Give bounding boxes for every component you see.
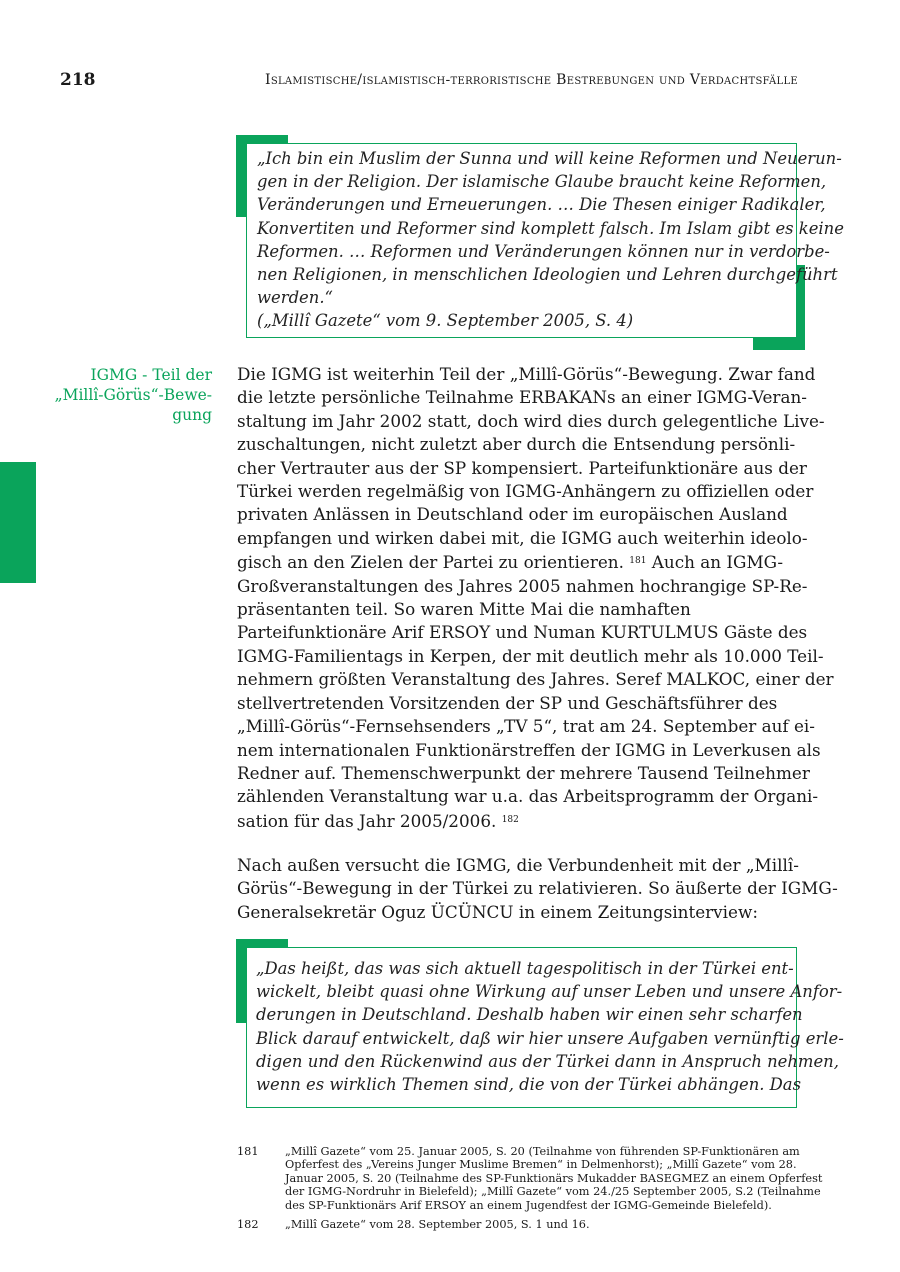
footnote-number: 181 (237, 1145, 259, 1158)
text-line: Großveranstaltungen des Jahres 2005 nahmen hochrangige SP-Re- (237, 575, 808, 596)
text-line: „Millî-Görüs“-Fernsehsenders „TV 5“, trat am 24. September auf ei- (237, 716, 815, 737)
text-line: stellvertretenden Vorsitzenden der SP und Geschäftsführer des (237, 692, 778, 713)
text-line: zuschaltungen, nicht zuletzt aber durch die Entsendung persönli- (237, 434, 796, 455)
footnote-181 (237, 1145, 823, 1212)
footnotes (237, 1145, 823, 1237)
footnote-reference-182[interactable]: 182 (501, 814, 519, 825)
quote-line: wickelt, bleibt quasi ohne Wirkung auf unser Leben und unsere Anfor- (256, 982, 843, 1002)
body-paragraph-1 (237, 363, 834, 833)
text-line: zählenden Veranstaltung war u.a. das Arbeitsprogramm der Organi- (237, 786, 819, 807)
margin-heading-line: „Millî-Görüs“-Bewe- (54, 386, 212, 404)
quote-line: gen in der Religion. Der islamische Glaube braucht keine Reformen, (257, 172, 827, 192)
quote-citation: („Millî Gazete“ vom 9. September 2005, S. 4) (257, 311, 634, 331)
text-line: IGMG-Familientags in Kerpen, der mit deutlich mehr als 10.000 Teil- (237, 645, 824, 666)
quote-line: „Das heißt, das was sich aktuell tagespolitisch in der Türkei ent- (256, 959, 794, 978)
text-segment: sation für das Jahr 2005/2006. (237, 810, 502, 831)
margin-heading (55, 365, 212, 425)
footnote-line: „Millî Gazete“ vom 25. Januar 2005, S. 20 (Teilnahme von führenden SP-Funktionären am (285, 1145, 800, 1158)
text-segment: Auch an IGMG- (646, 552, 784, 573)
quote-line: digen und den Rückenwind aus der Türkei dann in Anspruch nehmen, (256, 1051, 839, 1071)
margin-heading-line: gung (172, 406, 212, 424)
margin-heading-line: IGMG - Teil der (90, 366, 212, 384)
footnote-182 (237, 1218, 817, 1231)
text-line: nehmern größten Veranstaltung des Jahres. Seref MALKOC, einer der (237, 669, 834, 690)
text-line: Die IGMG ist weiterhin Teil der „Millî-Görüs“-Bewegung. Zwar fand (237, 364, 816, 384)
text-line: nem internationalen Funktionärstreffen der IGMG in Leverkusen als (237, 739, 821, 760)
text-line: cher Vertrauter aus der SP kompensiert. Parteifunktionäre aus der (237, 457, 807, 478)
text-line: präsentanten teil. So waren Mitte Mai die namhaften (237, 599, 691, 620)
text-line: Görüs“-Bewegung in der Türkei zu relativieren. So äußerte der IGMG- (237, 878, 838, 899)
text-segment: gisch an den Zielen der Partei zu orientieren. (237, 552, 630, 573)
quote-line: „Ich bin ein Muslim der Sunna und will keine Reformen und Neuerun- (257, 149, 842, 168)
quote-line: wenn es wirklich Themen sind, die von der Türkei abhängen. Das (256, 1075, 801, 1095)
text-line: Generalsekretär Oguz ÜCÜNCU in einem Zeitungsinterview: (237, 901, 758, 922)
text-line: empfangen und wirken dabei mit, die IGMG auch weiterhin ideolo- (237, 527, 808, 548)
footnote-line: des SP-Funktionärs Arif ERSOY an einem Jugendfest der IGMG-Gemeinde Bielefeld). (285, 1198, 772, 1212)
text-line: staltung im Jahr 2002 statt, doch wird dies durch gelegentliche Live- (237, 410, 825, 431)
text-line: Nach außen versucht die IGMG, die Verbundenheit mit der „Millî- (237, 855, 799, 875)
quote-line: derungen in Deutschland. Deshalb haben wir einen sehr scharfen (256, 1005, 803, 1025)
quote-line: Veränderungen und Erneuerungen. … Die Thesen einiger Radikaler, (257, 195, 826, 215)
body-paragraph-2 (237, 854, 838, 924)
text-line: Türkei werden regelmäßig von IGMG-Anhängern zu offiziellen oder (237, 481, 814, 502)
text-line (237, 809, 807, 833)
chapter-tab-marker (0, 462, 36, 583)
quote-line: nen Religionen, in menschlichen Ideologien und Lehren durchgeführt (257, 265, 838, 285)
quote-line: Blick darauf entwickelt, daß wir hier unsere Aufgaben vernünftig erle- (256, 1028, 844, 1048)
quote-line: Reformen. … Reformen und Veränderungen können nur in verdorbe- (257, 241, 830, 261)
text-line (237, 550, 807, 574)
text-line: Redner auf. Themenschwerpunkt der mehrere Tausend Teilnehmer (237, 762, 810, 783)
footnote-line: „Millî Gazete“ vom 28. September 2005, S. 1 und 16. (285, 1218, 590, 1232)
quote-line: Konvertiten und Reformer sind komplett falsch. Im Islam gibt es keine (257, 218, 844, 238)
footnote-line: Januar 2005, S. 20 (Teilnahme des SP-Funktionärs Mukadder BASEGMEZ an einem Opferfest (285, 1171, 823, 1185)
page-number: 218 (60, 70, 96, 90)
quote-box-2 (246, 947, 844, 1108)
quote-line: werden.“ (257, 288, 333, 308)
text-line: privaten Anlässen in Deutschland oder im europäischen Ausland (237, 504, 788, 525)
footnote-reference-181[interactable]: 181 (629, 556, 647, 567)
footnote-line: Opferfest des „Vereins Junger Muslime Bremen“ in Delmenhorst); „Millî Gazete“ vom 28. (285, 1158, 797, 1172)
text-line: die letzte persönliche Teilnahme ERBAKANs an einer IGMG-Veran- (237, 387, 807, 408)
text-line: Parteifunktionäre Arif ERSOY und Numan KURTULMUS Gäste des (237, 622, 808, 643)
quote-box-1 (246, 143, 844, 338)
running-head: Islamistische/islamistisch-terroristische Bestrebungen und Verdachtsfälle (264, 72, 798, 88)
footnote-number: 182 (237, 1218, 259, 1232)
footnote-line: der IGMG-Nordruhr in Bielefeld); „Millî Gazete“ vom 24./25 September 2005, S.2 (Teilnahme (285, 1185, 821, 1199)
